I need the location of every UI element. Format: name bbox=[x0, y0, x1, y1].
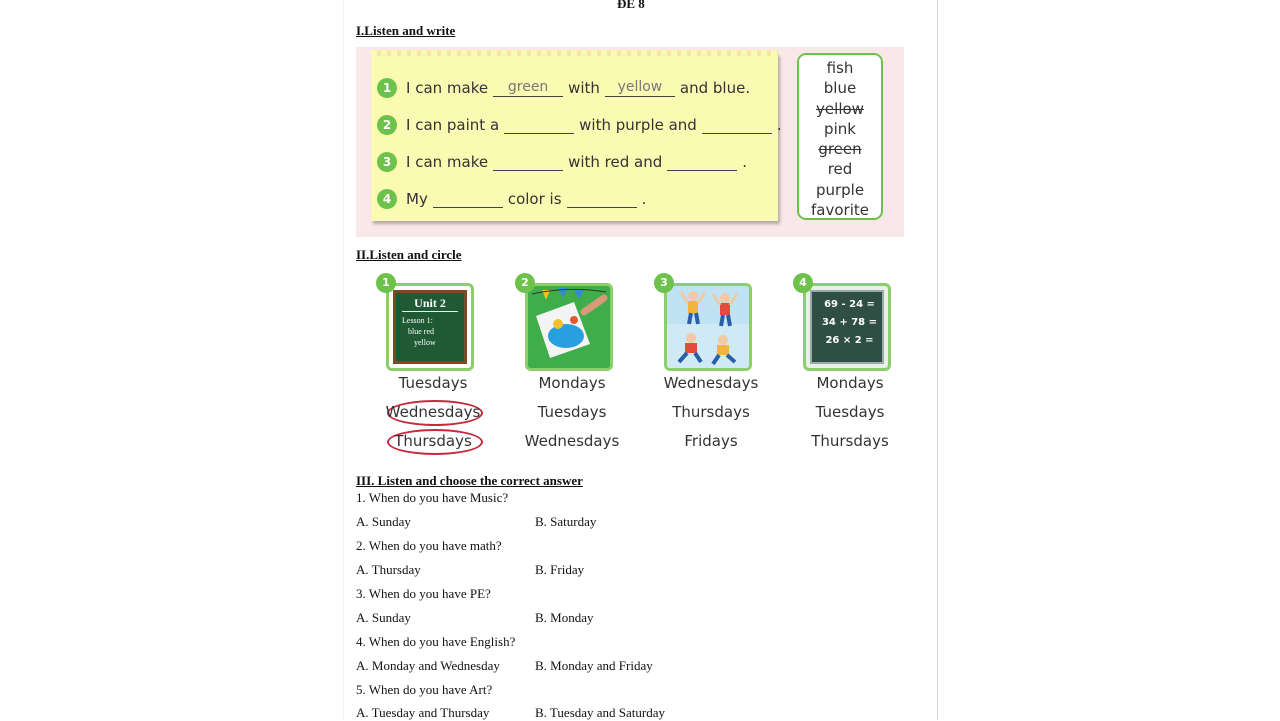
section-2-title: II.Listen and circle bbox=[356, 247, 462, 262]
answer-option-a[interactable]: A. Monday and Wednesday bbox=[356, 658, 500, 673]
word-bank-item: blue bbox=[823, 79, 857, 98]
answer-option-b[interactable]: B. Saturday bbox=[535, 514, 597, 529]
chalkboard-unit2-picture: Unit 2 Lesson 1: blue red yellow bbox=[386, 283, 474, 371]
sentence-note-card bbox=[371, 53, 782, 221]
sentence-1: 1 I can make green with yellow and blue. bbox=[377, 78, 750, 98]
day-option[interactable]: Tuesdays bbox=[398, 374, 468, 392]
question-5: 5. When do you have Art? bbox=[356, 682, 493, 697]
word-bank-item: purple bbox=[815, 180, 865, 199]
word-bank-item: pink bbox=[824, 119, 856, 138]
answer-option-b[interactable]: B. Friday bbox=[535, 562, 585, 577]
answer-blank[interactable] bbox=[567, 190, 637, 208]
day-option[interactable]: Tuesdays bbox=[815, 403, 885, 421]
answer-blank[interactable] bbox=[667, 153, 737, 171]
day-option[interactable]: Mondays bbox=[538, 374, 606, 392]
word-bank-item: fish bbox=[826, 59, 854, 77]
word-bank-item-crossed: yellow bbox=[816, 99, 864, 118]
question-1: 1. When do you have Music? bbox=[356, 490, 509, 505]
number-badge: 1 bbox=[376, 273, 396, 293]
answer-option-b[interactable]: B. Monday bbox=[535, 610, 594, 625]
number-badge: 4 bbox=[793, 273, 813, 293]
board-title: Unit 2 bbox=[402, 293, 458, 312]
word-bank-item: favorite bbox=[811, 201, 869, 220]
document-title: ĐE 8 bbox=[617, 0, 645, 11]
section-3-title: III. Listen and choose the correct answer bbox=[356, 473, 583, 488]
answer-blank[interactable] bbox=[504, 116, 574, 134]
day-option-circled[interactable]: Thursdays bbox=[394, 432, 472, 450]
answer-blank[interactable]: yellow bbox=[605, 79, 675, 97]
sentence-4: 4 My color is . bbox=[377, 189, 646, 209]
day-option[interactable]: Mondays bbox=[816, 374, 884, 392]
answer-option-a[interactable]: A. Sunday bbox=[356, 514, 411, 529]
question-2: 2. When do you have math? bbox=[356, 538, 502, 553]
day-option[interactable]: Wednesdays bbox=[524, 432, 620, 450]
day-option[interactable]: Fridays bbox=[684, 432, 738, 450]
question-3: 3. When do you have PE? bbox=[356, 586, 491, 601]
number-badge: 2 bbox=[377, 115, 397, 135]
math-chalkboard-picture: 69 - 24 = 34 + 78 = 26 × 2 = bbox=[803, 283, 891, 371]
number-badge: 1 bbox=[377, 78, 397, 98]
day-option[interactable]: Thursdays bbox=[672, 403, 750, 421]
word-bank bbox=[797, 53, 883, 220]
answer-blank[interactable] bbox=[702, 116, 772, 134]
kids-exercising-picture bbox=[664, 283, 752, 371]
answer-blank[interactable] bbox=[433, 190, 503, 208]
answer-option-a[interactable]: A. Tuesday and Thursday bbox=[356, 705, 490, 720]
answer-blank[interactable]: green bbox=[493, 79, 563, 97]
number-badge: 4 bbox=[377, 189, 397, 209]
answer-option-b[interactable]: B. Monday and Friday bbox=[535, 658, 653, 673]
answer-option-a[interactable]: A. Thursday bbox=[356, 562, 421, 577]
day-option[interactable]: Tuesdays bbox=[537, 403, 607, 421]
answer-option-b[interactable]: B. Tuesday and Saturday bbox=[535, 705, 665, 720]
answer-option-a[interactable]: A. Sunday bbox=[356, 610, 411, 625]
circle-item-1 bbox=[373, 274, 493, 459]
number-badge: 2 bbox=[515, 273, 535, 293]
sentence-3: 3 I can make with red and . bbox=[377, 152, 747, 172]
day-option[interactable]: Thursdays bbox=[811, 432, 889, 450]
word-bank-item-crossed: green bbox=[818, 140, 862, 159]
circle-item-2 bbox=[512, 274, 632, 459]
section-1-title: I.Listen and write bbox=[356, 23, 456, 38]
word-bank-item: red bbox=[827, 160, 853, 179]
question-4: 4. When do you have English? bbox=[356, 634, 516, 649]
number-badge: 3 bbox=[377, 152, 397, 172]
painting-picture bbox=[525, 283, 613, 371]
day-option[interactable]: Wednesdays bbox=[663, 374, 759, 392]
circle-item-4 bbox=[790, 274, 910, 459]
number-badge: 3 bbox=[654, 273, 674, 293]
sentence-2: 2 I can paint a with purple and . bbox=[377, 115, 782, 135]
day-option-circled[interactable]: Wednesdays bbox=[385, 403, 481, 421]
listen-and-write-exercise bbox=[356, 47, 904, 237]
circle-item-3 bbox=[651, 274, 771, 459]
answer-blank[interactable] bbox=[493, 153, 563, 171]
